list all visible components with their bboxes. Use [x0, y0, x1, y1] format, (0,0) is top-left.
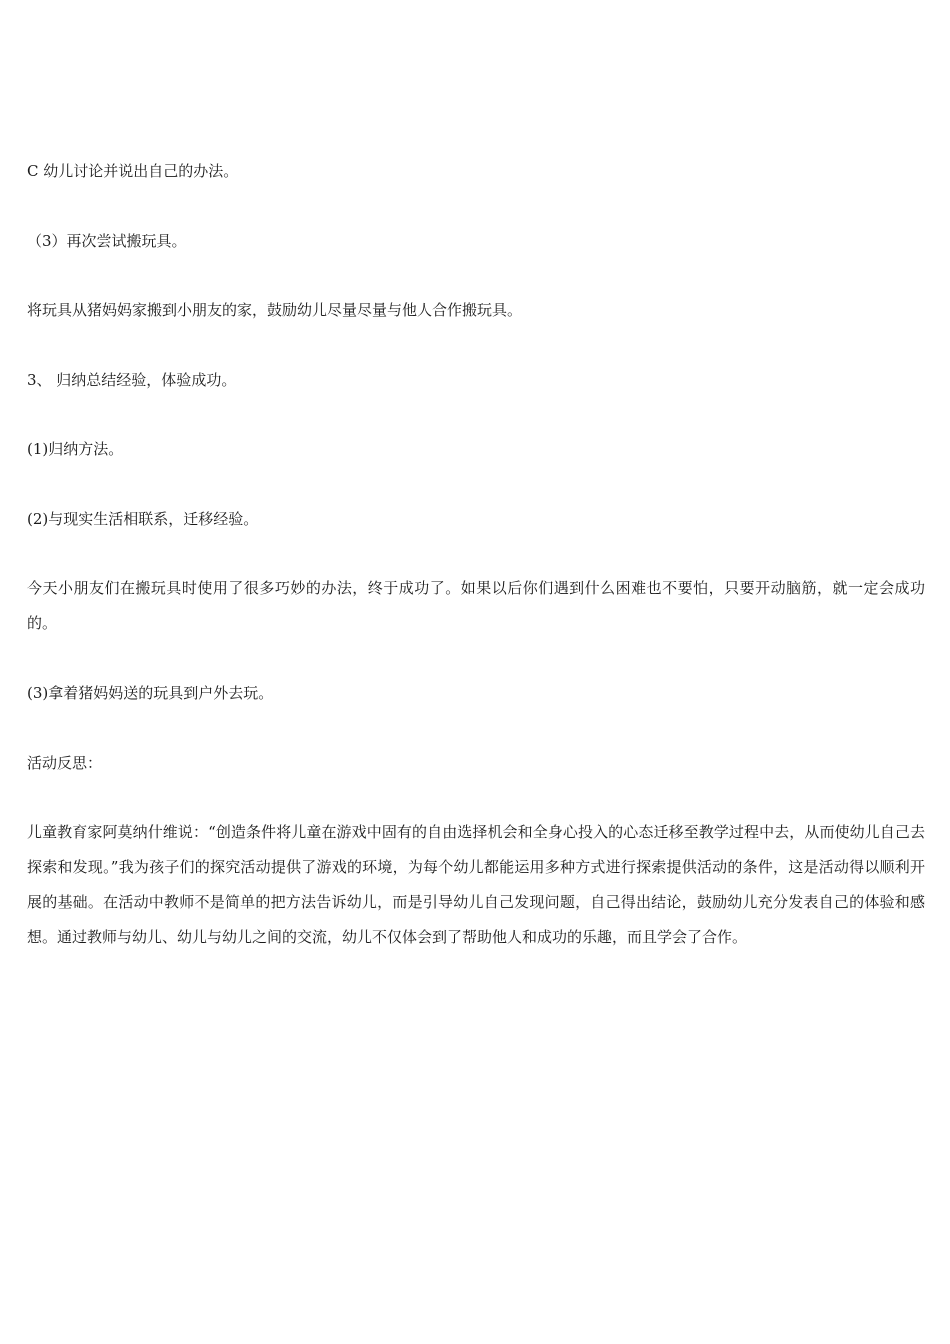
paragraph-real-life-link: (2)与现实生活相联系，迁移经验。	[27, 510, 259, 528]
paragraph-reflection-body: 儿童教育家阿莫纳什维说：“创造条件将儿童在游戏中固有的自由选择机会和全身心投入的心态迁移至教学过程中去，从而使幼儿自己去探索和发现。”我为孩子们的探究活动提供了游戏的环境，为每个幼儿都能运用多种方式进行探索提供活动的条件，这是活动得以顺利开展的基础。在活动中教师不是简单的把方法告诉幼儿，而是引导幼儿自己发现问题，自己得出结论，鼓励幼儿充分发表自己的体验和感想。通过教师与幼儿、幼儿与幼儿之间的交流，幼儿不仅体会到了帮助他人和成功的乐趣，而且学会了合作。	[27, 823, 925, 946]
paragraph-step-3-retry: （3）再次尝试搬玩具。	[27, 232, 187, 250]
paragraph-summarize-methods: (1)归纳方法。	[27, 440, 124, 458]
paragraph-outdoor-play: (3)拿着猪妈妈送的玩具到户外去玩。	[27, 684, 274, 702]
paragraph-teacher-summary: 今天小朋友们在搬玩具时使用了很多巧妙的办法，终于成功了。如果以后你们遇到什么困难也不要怕，只要开动脑筋，就一定会成功的。	[27, 579, 925, 632]
paragraph-discussion: C 幼儿讨论并说出自己的办法。	[27, 162, 239, 180]
paragraph-section-3-heading: 3、 归纳总结经验，体验成功。	[27, 371, 237, 389]
paragraph-move-toys: 将玩具从猪妈妈家搬到小朋友的家，鼓励幼儿尽量尽量与他人合作搬玩具。	[27, 301, 523, 319]
paragraph-reflection-heading: 活动反思：	[27, 754, 103, 772]
